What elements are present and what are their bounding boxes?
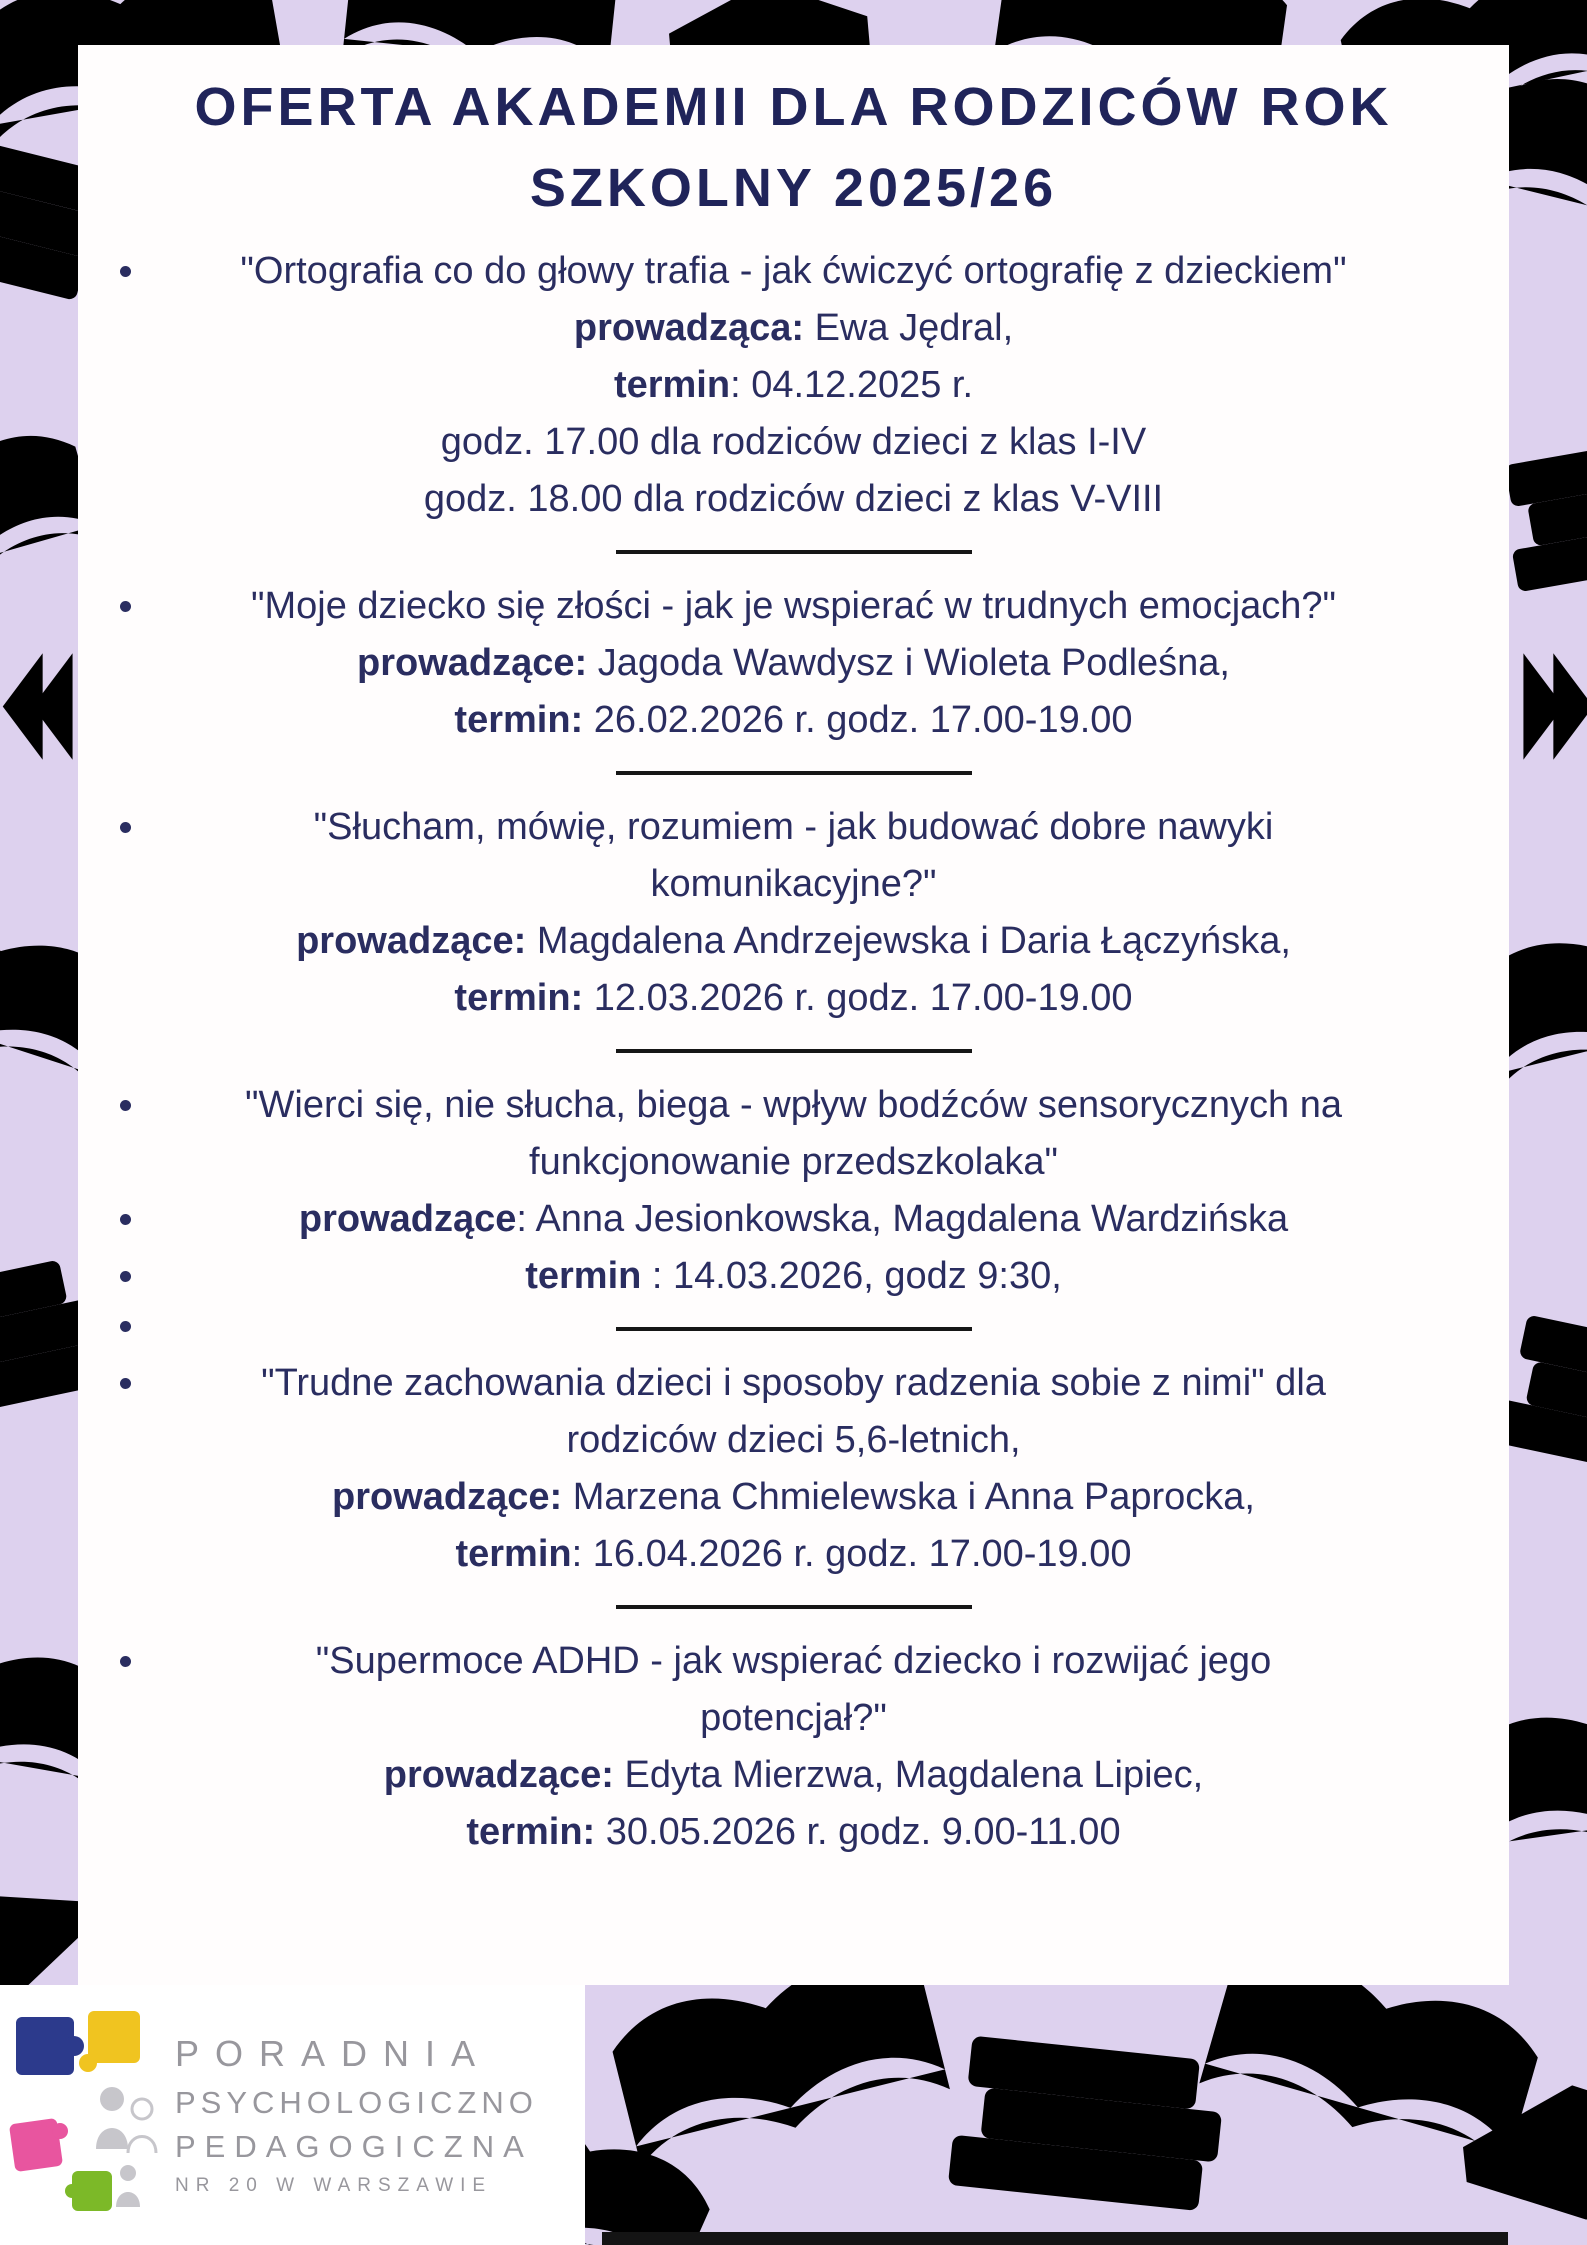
workshop-detail-line: [104, 1191, 1483, 1248]
workshop-item: [104, 1633, 1483, 1861]
detail-label: prowadzące:: [357, 642, 588, 684]
workshop-details: [104, 913, 1483, 1027]
workshop-title-row: [104, 1633, 1483, 1747]
detail-text: Magdalena Andrzejewska i Daria Łączyńska,: [526, 920, 1291, 962]
workshop-title: [114, 578, 1473, 635]
detail-text: godz. 17.00 dla rodziców dzieci z klas I-IV: [440, 421, 1147, 463]
workshop-detail-line: [104, 1804, 1483, 1861]
closed-book-icon: [1420, 2045, 1587, 2245]
poster-title-line: OFERTA AKADEMII DLA RODZICÓW ROK: [194, 77, 1393, 137]
workshop-title: [114, 1077, 1473, 1191]
divider-row: [104, 1305, 1483, 1345]
chevron-doodle-icon: [1510, 640, 1587, 773]
workshop-title-line: rodziców dzieci 5,6-letnich,: [566, 1419, 1021, 1461]
workshop-title: [114, 1633, 1473, 1747]
section-divider: [616, 1049, 972, 1053]
workshop-details: [104, 1469, 1483, 1583]
divider-row: [104, 749, 1483, 789]
workshop-item: [104, 578, 1483, 789]
workshop-detail-line: [104, 1248, 1483, 1305]
workshop-title-line: "Ortografia co do głowy trafia - jak ćwiczyć ortografię z dzieckiem": [240, 250, 1347, 292]
bullet-point: [120, 1378, 131, 1389]
workshop-details: [104, 1747, 1483, 1861]
poster-title: [104, 67, 1483, 229]
workshop-detail-line: [104, 1469, 1483, 1526]
workshop-title-row: [104, 799, 1483, 913]
detail-text: Ewa Jędral,: [804, 307, 1014, 349]
workshop-title: [114, 1355, 1473, 1469]
detail-label: termin: [525, 1255, 642, 1297]
chevron-doodle-icon: [0, 640, 86, 773]
workshop-item: [104, 1355, 1483, 1623]
workshop-item: [104, 1077, 1483, 1345]
section-divider: [616, 1605, 972, 1609]
detail-text: : 04.12.2025 r.: [730, 364, 974, 406]
workshop-details: [104, 635, 1483, 749]
detail-label: termin:: [454, 699, 584, 741]
divider-row: [104, 1027, 1483, 1067]
detail-label: prowadzące:: [332, 1476, 563, 1518]
poster-title-line: SZKOLNY 2025/26: [529, 158, 1058, 218]
bullet-point: [120, 1321, 131, 1332]
workshop-detail-line: [104, 1526, 1483, 1583]
detail-text: : 16.04.2026 r. godz. 17.00-19.00: [571, 1533, 1132, 1575]
content-card: [78, 45, 1509, 1985]
bullet-point: [120, 601, 131, 612]
workshop-title-line: "Słucham, mówię, rozumiem - jak budować dobre nawyki: [313, 806, 1274, 848]
workshop-title: [114, 243, 1473, 300]
detail-label: termin: [613, 364, 731, 406]
workshop-detail-line: [104, 471, 1483, 528]
bullet-point: [120, 1100, 131, 1111]
detail-label: prowadzące:: [296, 920, 527, 962]
workshop-item: [104, 243, 1483, 568]
detail-text: 12.03.2026 r. godz. 17.00-19.00: [583, 977, 1133, 1019]
workshop-title-line: komunikacyjne?": [650, 863, 937, 905]
bullet-point: [120, 1656, 131, 1667]
detail-label: prowadząca:: [573, 307, 805, 349]
workshop-title-line: "Supermoce ADHD - jak wspierać dziecko i rozwijać jego: [315, 1640, 1272, 1682]
divider-row: [104, 1583, 1483, 1623]
detail-text: 26.02.2026 r. godz. 17.00-19.00: [583, 699, 1133, 741]
detail-text: 30.05.2026 r. godz. 9.00-11.00: [595, 1811, 1121, 1853]
workshop-title-line: funkcjonowanie przedszkolaka": [529, 1141, 1058, 1183]
workshop-title-row: [104, 1077, 1483, 1191]
workshop-detail-line: [104, 913, 1483, 970]
detail-text: Edyta Mierzwa, Magdalena Lipiec,: [613, 1754, 1204, 1796]
detail-text: godz. 18.00 dla rodziców dzieci z klas V-VIII: [423, 478, 1164, 520]
workshop-detail-line: [104, 635, 1483, 692]
workshop-detail-line: [104, 1747, 1483, 1804]
bullet-point: [120, 1271, 131, 1282]
logo-line-poradnia: PORADNIA: [175, 2033, 492, 2074]
section-divider: [616, 1327, 972, 1331]
workshop-title-line: "Wierci się, nie słucha, biega - wpływ bodźców sensorycznych na: [245, 1084, 1342, 1126]
detail-label: termin:: [466, 1811, 596, 1853]
logo-graphic: [8, 2003, 163, 2228]
workshops-list: [104, 243, 1483, 1861]
workshop-title-row: [104, 1355, 1483, 1469]
workshop-title: [114, 799, 1473, 913]
logo-line-psychologiczno: PSYCHOLOGICZNO: [175, 2085, 538, 2120]
workshop-title-row: [104, 243, 1483, 300]
workshop-detail-line: [104, 300, 1483, 357]
workshop-detail-line: [104, 970, 1483, 1027]
section-divider: [616, 771, 972, 775]
workshop-details: [104, 300, 1483, 528]
workshop-title-line: potencjał?": [700, 1697, 887, 1739]
section-divider: [616, 550, 972, 554]
logo-line-pedagogiczna: PEDAGOGICZNA: [175, 2129, 533, 2164]
workshop-detail-line: [104, 357, 1483, 414]
logo-line-address: NR 20 W WARSZAWIE: [175, 2175, 493, 2196]
workshop-detail-line: [104, 692, 1483, 749]
detail-label: termin: [455, 1533, 572, 1575]
bullet-point: [120, 822, 131, 833]
detail-label: termin:: [454, 977, 584, 1019]
detail-label: prowadzące:: [383, 1754, 614, 1796]
detail-text: : 14.03.2026, godz 9:30,: [641, 1255, 1062, 1297]
workshop-title-line: "Moje dziecko się złości - jak je wspierać w trudnych emocjach?": [250, 585, 1337, 627]
logo-text: [163, 2033, 575, 2197]
detail-text: Jagoda Wawdysz i Wioleta Podleśna,: [587, 642, 1230, 684]
bottom-cutoff-bar: [602, 2232, 1508, 2245]
workshop-title-line: "Trudne zachowania dzieci i sposoby radzenia sobie z nimi" dla: [261, 1362, 1326, 1404]
workshop-item: [104, 799, 1483, 1067]
workshop-title-row: [104, 578, 1483, 635]
workshop-detail-line: [104, 414, 1483, 471]
bullet-point: [120, 266, 131, 277]
divider-row: [104, 528, 1483, 568]
bullet-point: [120, 1214, 131, 1225]
detail-text: Marzena Chmielewska i Anna Paprocka,: [562, 1476, 1255, 1518]
workshop-details: [104, 1191, 1483, 1305]
detail-text: : Anna Jesionkowska, Magdalena Wardzińska: [516, 1198, 1289, 1240]
logo-box: [0, 1985, 585, 2245]
detail-label: prowadzące: [298, 1198, 517, 1240]
